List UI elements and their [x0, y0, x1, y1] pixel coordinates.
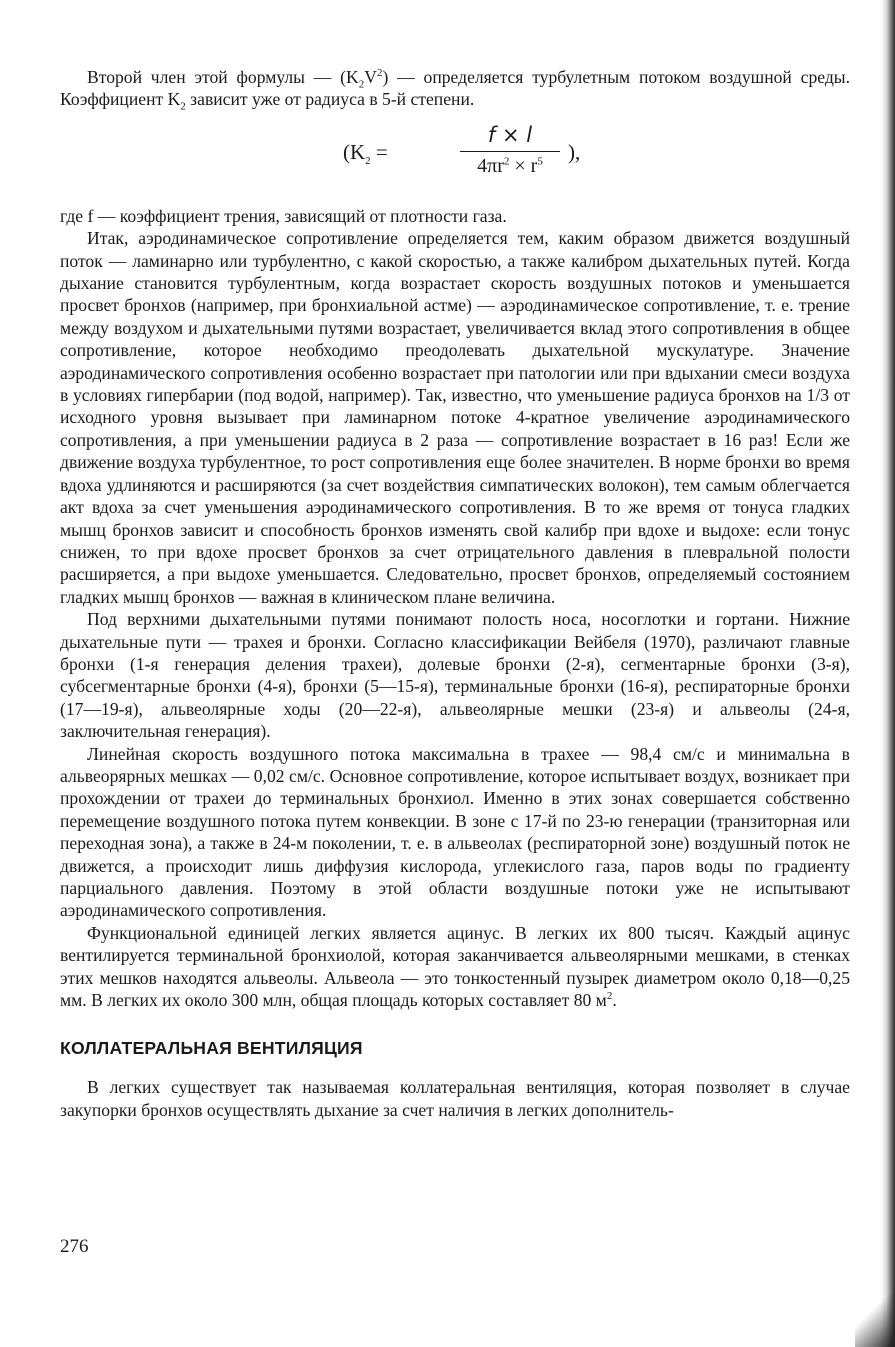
denom-part-1: 4πr	[477, 154, 504, 177]
denom-part-2: × r	[509, 154, 538, 177]
subscript: 2	[180, 100, 186, 113]
formula-lhs	[343, 139, 388, 167]
paragraph-airflow-speed: Линейная скорость воздушного потока максимальна в трахее — 98,4 см/с и минимальна в альвеорярных мешках — 0,02 см/с. Основное сопротивление, которое испытывает воздух, возникает при прохождении от трахеи до терминальных бронхиол. Именно в этих зонах совершается собственно перемещение воздушного потока путем конвекции. В зоне с 17-й по 23-ю генерации (транзиторная или переходная зона), а также в 24-м поколении, т. е. в альвеолах (респираторной зоне) воздушный поток не движется, а происходит лишь диффузия кислорода, углекислого газа, паров воды по градиенту парциального давления. Поэтому в этой области воздушные потоки уже не испытывают аэродинамического сопротивления.	[60, 743, 850, 921]
area-unit-superscript: 2	[606, 990, 613, 1003]
intro-paragraph	[60, 66, 850, 111]
paragraph-aerodynamic-resistance: Итак, аэродинамическое сопротивление определяется тем, каким образом движется воздушный поток — ламинарно или турбулентно, с какой скоростью, а также калибром дыхательных путей. Когда дыхание становится турбулентным, когда возрастает скорость воздушных потоков и уменьшается просвет бронхов (например, при бронхиальной астме) — аэродинамическое сопротивление, т. е. трение между воздухом и дыхательными путями возрастает, увеличивается вклад этого сопротивления в общее сопротивление, которое необходимо преодолевать дыхательной мускулатуре. Значение аэродинамического сопротивления особенно возрастает при патологии или при вдыхании смеси воздуха в условиях гипербарии (под водой, например). Так, известно, что уменьшение радиуса бронхов на 1/3 от исходного уровня вызывает при ламинарном потоке 4-кратное увеличение аэродинамического сопротивления, а при уменьшении радиуса в 2 раза — сопротивление возрастает в 16 раз! Если же движение воздуха турбулентное, то рост сопротивления еще более значителен. В норме бронхи во время вдоха удлиняются и расширяются (за счет воздействия симпатических волокон), тем самым облегчается акт вдоха за счет уменьшения аэродинамического сопротивления. В то же время от тонуса гладких мышц бронхов зависит и способность бронхов изменять свой калибр при вдохе и выдохе: если тонус снижен, то при вдохе просвет бронхов за счет отрицательного давления в плевральной полости расширяется, а при выдохе уменьшается. Следовательно, просвет бронхов, определяемый состоянием гладких мышц бронхов — важная в клиническом плане величина.	[60, 228, 850, 607]
superscript: 2	[376, 67, 383, 80]
paragraph-airways-classification: Под верхними дыхательными путями понимают полость носа, носоглотки и гортани. Нижние дыхательные пути — трахея и бронхи. Согласно классификации Вейбеля (1970), различают главные бронхи (1-я генерация деления трахеи), долевые бронхи (2-я), сегментарные бронхи (3-я), субсегментарные бронхи (4-я), бронхи (5—15-я), терминальные бронхи (16-я), респираторные бронхи (17—19-я), альвеолярные ходы (20—22-я), альвеолярные мешки (23-я) и альвеолы (24-я, заключительная генерация).	[60, 609, 850, 742]
formula-equals: =	[370, 139, 388, 164]
formula-fraction	[458, 119, 562, 180]
paragraph-acinus	[60, 922, 850, 1012]
intro-text-3: ) — определяется турбулетным потоком воздушной среды. Коэффициент K	[60, 67, 850, 110]
paragraph-collateral-ventilation: В легких существует так называемая коллатеральная вентиляция, которая позволяет в случае закупорки бронхов осуществлять дыхание за счет наличия в легких дополнитель-	[60, 1077, 850, 1120]
formula	[60, 115, 850, 197]
denom-sup-2: 5	[537, 155, 543, 168]
page-content	[60, 66, 850, 1121]
denom-sup-1: 2	[503, 155, 510, 168]
page-corner-shadow	[855, 1287, 895, 1347]
page-number: 276	[60, 1236, 89, 1257]
section-heading: КОЛЛАТЕРАЛЬНАЯ ВЕНТИЛЯЦИЯ	[60, 1038, 363, 1059]
page-edge-shadow	[881, 0, 895, 1347]
formula-denominator	[458, 152, 562, 180]
intro-text-2: V	[364, 67, 377, 87]
formula-numerator: f × l	[487, 122, 533, 147]
subscript: 2	[358, 78, 365, 91]
formula-k-sub: 2	[365, 155, 371, 167]
formula-rhs: ),	[568, 139, 581, 164]
intro-text-4: зависит уже от радиуса в 5-й степени.	[185, 89, 475, 110]
intro-text-1: Второй член этой формулы — (K	[87, 67, 359, 87]
friction-definition: где f — коэффициент трения, зависящий от плотности газа.	[60, 205, 507, 226]
formula-k: (K	[343, 139, 366, 164]
acinus-text: Функциональной единицей легких является ацинус. В легких их 800 тысяч. Каждый ацинус вентилируется терминальной бронхиолой, которая заканчивается альвеолярными мешками, в стенках этих мешков находятся альвеолы. Альвеола — это тонкостенный пузырек диаметром около 0,18—0,25 мм. В легких их около 300 млн, общая площадь которых составляет 80 м	[60, 922, 850, 1011]
acinus-end: .	[612, 990, 617, 1011]
